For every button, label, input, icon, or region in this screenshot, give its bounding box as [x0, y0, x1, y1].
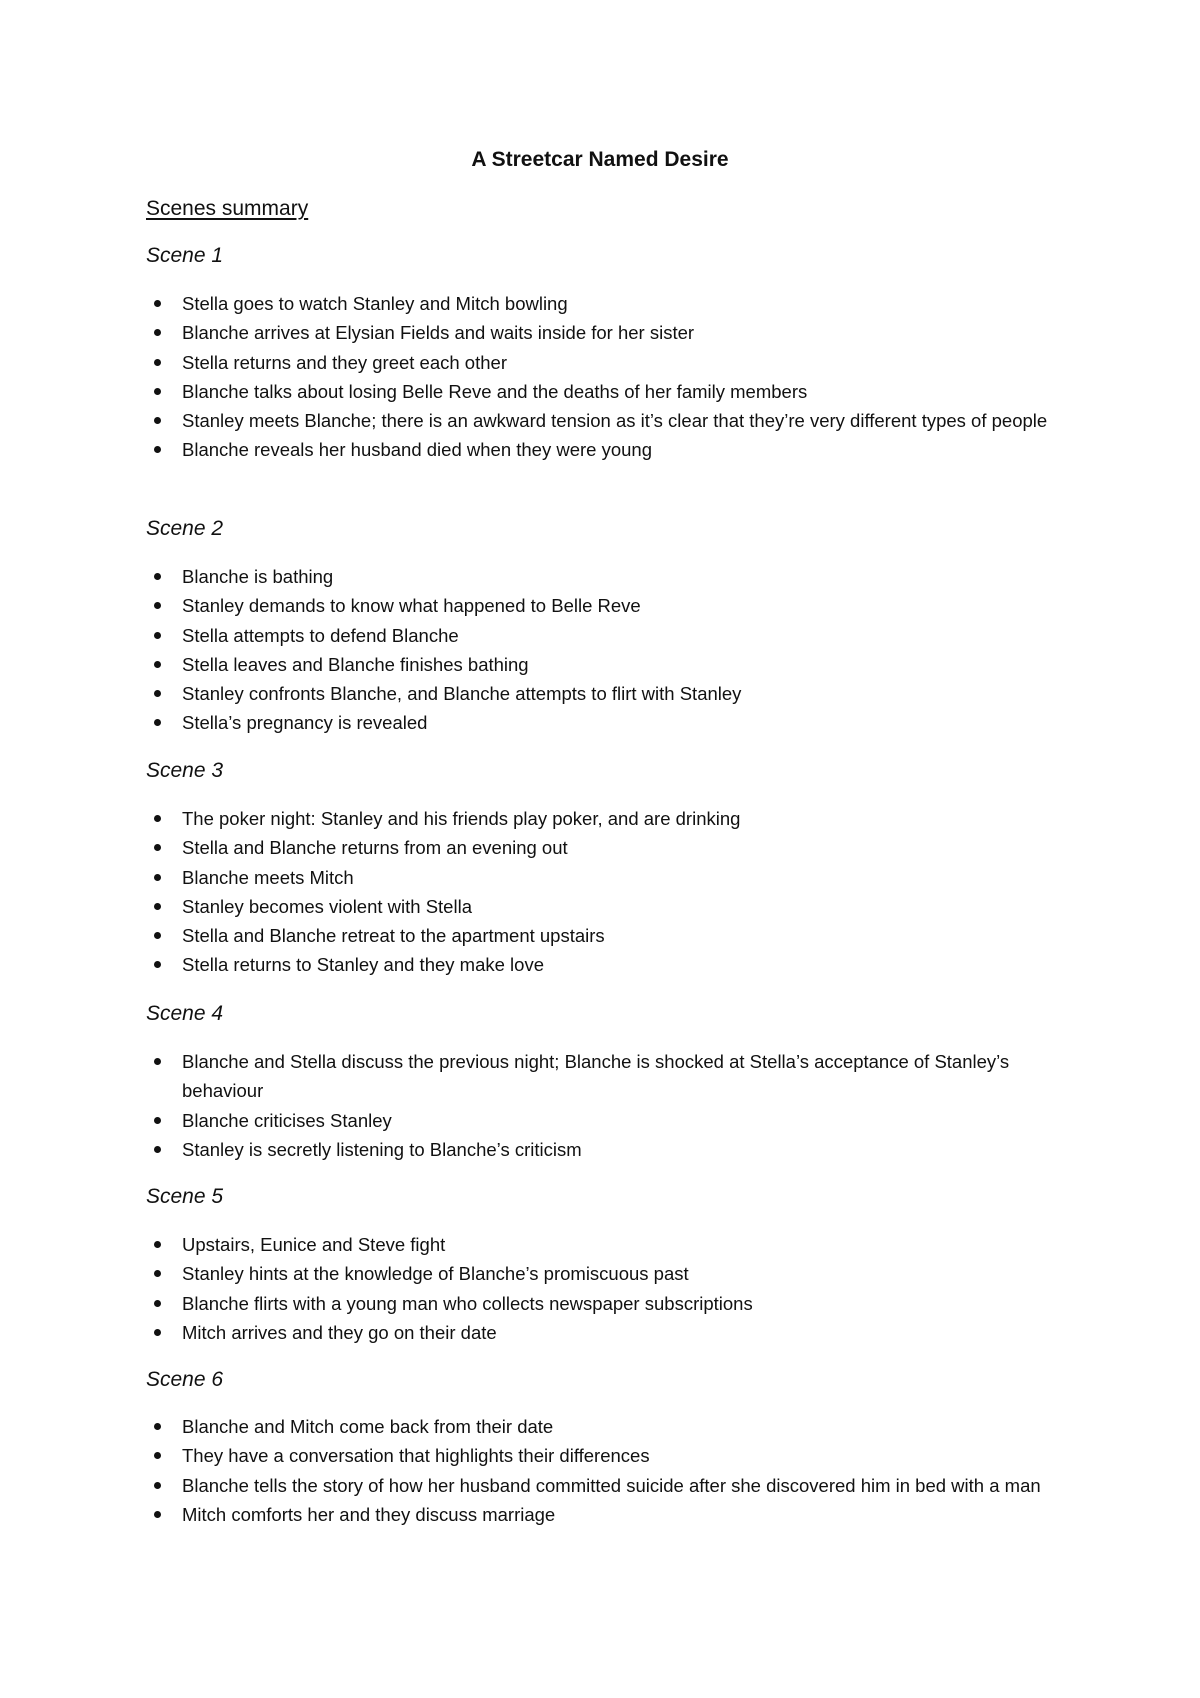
list-item-text: Stella’s pregnancy is revealed: [182, 712, 428, 734]
list-item: [146, 1106, 1066, 1135]
bullet-icon: [154, 573, 161, 580]
list-item-text: Blanche tells the story of how her husband committed suicide after she discovered him in bed with a man: [182, 1474, 1041, 1496]
list-item-text: They have a conversation that highlights their differences: [182, 1445, 650, 1467]
bullet-icon: [154, 417, 161, 424]
bullet-icon: [154, 690, 161, 697]
bullet-icon: [154, 1452, 161, 1459]
list-item-text: Stanley is secretly listening to Blanche’s criticism: [182, 1138, 582, 1160]
bullet-icon: [154, 1058, 161, 1065]
list-item-text: Blanche and Mitch come back from their date: [182, 1416, 554, 1437]
scene-5-list: [146, 1230, 1066, 1347]
list-item-text: Stanley hints at the knowledge of Blanche’s promiscuous past: [182, 1263, 689, 1285]
list-item: [146, 1318, 1066, 1347]
list-item: [146, 1259, 1066, 1288]
list-item: [146, 377, 1066, 406]
list-item: [146, 1441, 1066, 1470]
list-item: [146, 318, 1066, 347]
scene-3-list: [146, 804, 1066, 980]
list-item-text: Stanley demands to know what happened to Belle Reve: [182, 595, 641, 617]
list-item: [146, 650, 1066, 679]
bullet-icon: [154, 1146, 161, 1153]
scene-3-heading: Scene 3: [146, 759, 224, 782]
list-item: [146, 289, 1066, 318]
scene-1-heading: Scene 1: [146, 244, 224, 267]
bullet-icon: [154, 661, 161, 668]
list-item-text: Blanche criticises Stanley: [182, 1109, 392, 1131]
bullet-icon: [154, 632, 161, 639]
scene-6-list: [146, 1412, 1066, 1529]
list-item-text: Blanche is bathing: [182, 566, 334, 587]
bullet-icon: [154, 300, 161, 307]
list-item: [146, 1471, 1066, 1500]
list-item-text: Stella and Blanche retreat to the apartment upstairs: [182, 925, 605, 947]
bullet-icon: [154, 1482, 161, 1489]
bullet-icon: [154, 1300, 161, 1307]
list-item: [146, 892, 1066, 921]
section-heading: Scenes summary: [146, 197, 309, 220]
bullet-icon: [154, 602, 161, 609]
list-item-text: Blanche flirts with a young man who collects newspaper subscriptions: [182, 1292, 753, 1314]
bullet-icon: [154, 1423, 161, 1430]
list-item: [146, 621, 1066, 650]
list-item-text: The poker night: Stanley and his friends play poker, and are drinking: [182, 808, 741, 829]
list-item-text: Stella returns and they greet each other: [182, 351, 507, 373]
list-item: [146, 921, 1066, 950]
scene-2-heading: Scene 2: [146, 517, 224, 540]
list-item: [146, 679, 1066, 708]
list-item-text: Upstairs, Eunice and Steve fight: [182, 1234, 446, 1255]
list-item-text: Mitch arrives and they go on their date: [182, 1321, 497, 1343]
list-item-text: Stella leaves and Blanche finishes bathing: [182, 653, 529, 675]
list-item-text: Blanche and Stella discuss the previous night; Blanche is shocked at Stella’s acceptance of Stanley’s behaviour: [182, 1051, 1010, 1102]
list-item: [146, 804, 1066, 833]
list-item: [146, 1412, 1066, 1441]
list-item: [146, 1135, 1066, 1164]
bullet-icon: [154, 932, 161, 939]
bullet-icon: [154, 903, 161, 910]
list-item-text: Stanley confronts Blanche, and Blanche attempts to flirt with Stanley: [182, 683, 742, 705]
list-item-text: Blanche talks about losing Belle Reve and the deaths of her family members: [182, 380, 808, 402]
scene-5-heading: Scene 5: [146, 1185, 224, 1208]
list-item: [146, 435, 1066, 464]
list-item: [146, 1500, 1066, 1529]
bullet-icon: [154, 359, 161, 366]
list-item-text: Stella returns to Stanley and they make love: [182, 954, 544, 976]
list-item-text: Mitch comforts her and they discuss marriage: [182, 1503, 556, 1525]
list-item: [146, 708, 1066, 737]
bullet-icon: [154, 961, 161, 968]
list-item: [146, 406, 1066, 435]
list-item-text: Stanley meets Blanche; there is an awkward tension as it’s clear that they’re very different types of people: [182, 410, 1048, 432]
scene-1-list: [146, 289, 1066, 465]
bullet-icon: [154, 1511, 161, 1518]
list-item-text: Stella and Blanche returns from an evening out: [182, 837, 568, 859]
list-item: [146, 1047, 1066, 1106]
bullet-icon: [154, 815, 161, 822]
bullet-icon: [154, 1117, 161, 1124]
list-item-text: Stella attempts to defend Blanche: [182, 624, 459, 646]
bullet-icon: [154, 1329, 161, 1336]
list-item-text: Blanche arrives at Elysian Fields and waits inside for her sister: [182, 322, 695, 344]
scene-4-list: [146, 1047, 1066, 1164]
bullet-icon: [154, 1241, 161, 1248]
bullet-icon: [154, 844, 161, 851]
list-item: [146, 863, 1066, 892]
list-item: [146, 833, 1066, 862]
list-item-text: Stella goes to watch Stanley and Mitch bowling: [182, 293, 568, 314]
scene-4-heading: Scene 4: [146, 1002, 224, 1025]
bullet-icon: [154, 446, 161, 453]
scene-2-list: [146, 562, 1066, 738]
bullet-icon: [154, 1270, 161, 1277]
list-item-text: Stanley becomes violent with Stella: [182, 895, 472, 917]
bullet-icon: [154, 719, 161, 726]
list-item-text: Blanche reveals her husband died when they were young: [182, 439, 653, 461]
list-item: [146, 562, 1066, 591]
list-item: [146, 348, 1066, 377]
list-item: [146, 950, 1066, 979]
list-item-text: Blanche meets Mitch: [182, 866, 354, 888]
list-item: [146, 1289, 1066, 1318]
bullet-icon: [154, 874, 161, 881]
document-title: A Streetcar Named Desire: [471, 148, 729, 171]
bullet-icon: [154, 388, 161, 395]
bullet-icon: [154, 329, 161, 336]
list-item: [146, 1230, 1066, 1259]
list-item: [146, 591, 1066, 620]
scene-6-heading: Scene 6: [146, 1368, 224, 1391]
